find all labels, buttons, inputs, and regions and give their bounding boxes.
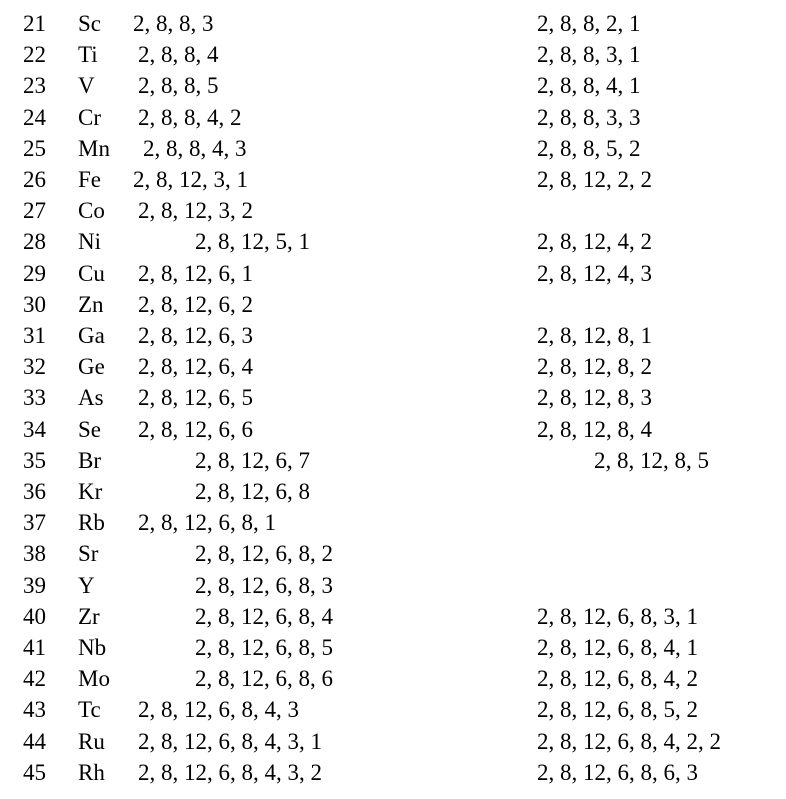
alternative-configuration: 2, 8, 12, 8, 2	[537, 354, 652, 380]
shell-configuration: 2, 8, 12, 6, 5	[138, 385, 253, 411]
shell-configuration: 2, 8, 8, 4, 3	[143, 135, 247, 161]
alternative-configuration: 2, 8, 12, 4, 3	[537, 260, 652, 286]
element-row	[0, 289, 786, 320]
alternative-configuration: 2, 8, 12, 6, 8, 5, 2	[537, 697, 698, 723]
element-row	[0, 39, 786, 70]
shell-configuration: 2, 8, 8, 4, 2	[138, 104, 242, 130]
shell-configuration: 2, 8, 8, 5	[138, 73, 219, 99]
atomic-number: 45	[23, 759, 46, 785]
atomic-number: 44	[23, 728, 46, 754]
atomic-number: 41	[23, 635, 46, 660]
element-row	[0, 632, 786, 663]
alternative-configuration: 2, 8, 8, 3, 1	[537, 42, 641, 68]
shell-configuration: 2, 8, 12, 6, 8, 2	[195, 541, 333, 567]
element-symbol: Tc	[78, 697, 101, 723]
atomic-number: 30	[23, 291, 46, 317]
element-row	[0, 507, 786, 538]
alternative-configuration: 2, 8, 8, 2, 1	[537, 11, 641, 36]
element-symbol: Mn	[78, 135, 110, 161]
element-row	[0, 445, 786, 476]
alternative-configuration: 2, 8, 12, 6, 8, 4, 1	[537, 635, 698, 660]
atomic-number: 27	[23, 198, 46, 224]
element-symbol: Nb	[78, 635, 107, 660]
shell-configuration: 2, 8, 12, 6, 8	[195, 479, 310, 504]
alternative-configuration: 2, 8, 8, 3, 3	[537, 104, 641, 130]
shell-configuration: 2, 8, 12, 3, 2	[138, 198, 253, 224]
atomic-number: 23	[23, 73, 46, 99]
atomic-number: 32	[23, 354, 46, 380]
element-row	[0, 320, 786, 351]
element-row	[0, 601, 786, 632]
element-symbol: Cu	[78, 260, 105, 286]
element-symbol: Sr	[78, 541, 99, 567]
atomic-number: 37	[23, 510, 46, 536]
shell-configuration: 2, 8, 12, 5, 1	[195, 229, 310, 255]
element-symbol: Zn	[78, 291, 104, 317]
alternative-configuration: 2, 8, 12, 4, 2	[537, 229, 652, 255]
element-symbol: Cr	[78, 104, 101, 130]
atomic-number: 39	[23, 572, 46, 598]
shell-configuration: 2, 8, 12, 6, 3	[138, 323, 253, 348]
atomic-number: 31	[23, 323, 46, 348]
element-symbol: Ga	[78, 323, 105, 348]
atomic-number: 24	[23, 104, 46, 130]
shell-configuration: 2, 8, 12, 6, 8, 5	[195, 635, 333, 660]
alternative-configuration: 2, 8, 12, 6, 8, 3, 1	[537, 603, 698, 629]
shell-configuration: 2, 8, 12, 6, 1	[138, 260, 253, 286]
element-row	[0, 351, 786, 382]
shell-configuration: 2, 8, 12, 6, 7	[195, 447, 310, 473]
element-symbol: Mo	[78, 666, 110, 692]
shell-configuration: 2, 8, 12, 6, 8, 4, 3, 1	[138, 728, 322, 754]
alternative-configuration: 2, 8, 8, 4, 1	[537, 73, 641, 99]
element-symbol: Ti	[78, 42, 98, 68]
shell-configuration: 2, 8, 12, 6, 4	[138, 354, 253, 380]
atomic-number: 21	[23, 11, 46, 36]
element-symbol: Ru	[78, 728, 105, 754]
shell-configuration: 2, 8, 8, 3	[133, 11, 214, 36]
alternative-configuration: 2, 8, 12, 8, 5	[594, 447, 709, 473]
atomic-number: 29	[23, 260, 46, 286]
alternative-configuration: 2, 8, 12, 6, 8, 6, 3	[537, 759, 698, 785]
atomic-number: 38	[23, 541, 46, 567]
element-symbol: Fe	[78, 167, 101, 192]
element-row	[0, 757, 786, 788]
element-symbol: Y	[78, 572, 95, 598]
alternative-configuration: 2, 8, 12, 2, 2	[537, 167, 652, 192]
element-row	[0, 164, 786, 195]
element-row	[0, 70, 786, 101]
element-row	[0, 414, 786, 445]
atomic-number: 25	[23, 135, 46, 161]
atomic-number: 43	[23, 697, 46, 723]
atomic-number: 26	[23, 167, 46, 192]
element-symbol: As	[78, 385, 104, 411]
element-symbol: Kr	[78, 479, 103, 504]
element-row	[0, 102, 786, 133]
shell-configuration: 2, 8, 12, 6, 2	[138, 291, 253, 317]
element-symbol: Ni	[78, 229, 101, 255]
atomic-number: 35	[23, 447, 46, 473]
element-symbol: Br	[78, 447, 101, 473]
shell-configuration: 2, 8, 12, 6, 8, 1	[138, 510, 276, 536]
element-symbol: Rh	[78, 759, 105, 785]
shell-configuration: 2, 8, 12, 3, 1	[133, 167, 248, 192]
alternative-configuration: 2, 8, 12, 8, 1	[537, 323, 652, 348]
alternative-configuration: 2, 8, 12, 6, 8, 4, 2	[537, 666, 698, 692]
atomic-number: 42	[23, 666, 46, 692]
alternative-configuration: 2, 8, 12, 6, 8, 4, 2, 2	[537, 728, 721, 754]
element-row	[0, 133, 786, 164]
element-row	[0, 726, 786, 757]
element-symbol: Se	[78, 416, 101, 442]
atomic-number: 28	[23, 229, 46, 255]
shell-configuration: 2, 8, 12, 6, 8, 4, 3	[138, 697, 299, 723]
element-row	[0, 195, 786, 226]
atomic-number: 22	[23, 42, 46, 68]
element-symbol: V	[78, 73, 95, 99]
shell-configuration: 2, 8, 12, 6, 6	[138, 416, 253, 442]
element-symbol: Co	[78, 198, 105, 224]
shell-configuration: 2, 8, 12, 6, 8, 4, 3, 2	[138, 759, 322, 785]
element-symbol: Ge	[78, 354, 105, 380]
element-row	[0, 694, 786, 725]
element-row	[0, 570, 786, 601]
atomic-number: 36	[23, 479, 46, 504]
element-row	[0, 663, 786, 694]
alternative-configuration: 2, 8, 8, 5, 2	[537, 135, 641, 161]
element-row	[0, 538, 786, 569]
alternative-configuration: 2, 8, 12, 8, 3	[537, 385, 652, 411]
element-symbol: Rb	[78, 510, 105, 536]
element-row	[0, 226, 786, 257]
shell-configuration: 2, 8, 8, 4	[138, 42, 219, 68]
element-row	[0, 8, 786, 39]
atomic-number: 34	[23, 416, 46, 442]
element-row	[0, 258, 786, 289]
element-symbol: Sc	[78, 11, 101, 36]
atomic-number: 40	[23, 603, 46, 629]
shell-configuration: 2, 8, 12, 6, 8, 3	[195, 572, 333, 598]
atomic-number: 33	[23, 385, 46, 411]
shell-configuration: 2, 8, 12, 6, 8, 6	[195, 666, 333, 692]
shell-configuration: 2, 8, 12, 6, 8, 4	[195, 603, 333, 629]
alternative-configuration: 2, 8, 12, 8, 4	[537, 416, 652, 442]
element-row	[0, 476, 786, 507]
element-symbol: Zr	[78, 603, 100, 629]
element-row	[0, 382, 786, 413]
